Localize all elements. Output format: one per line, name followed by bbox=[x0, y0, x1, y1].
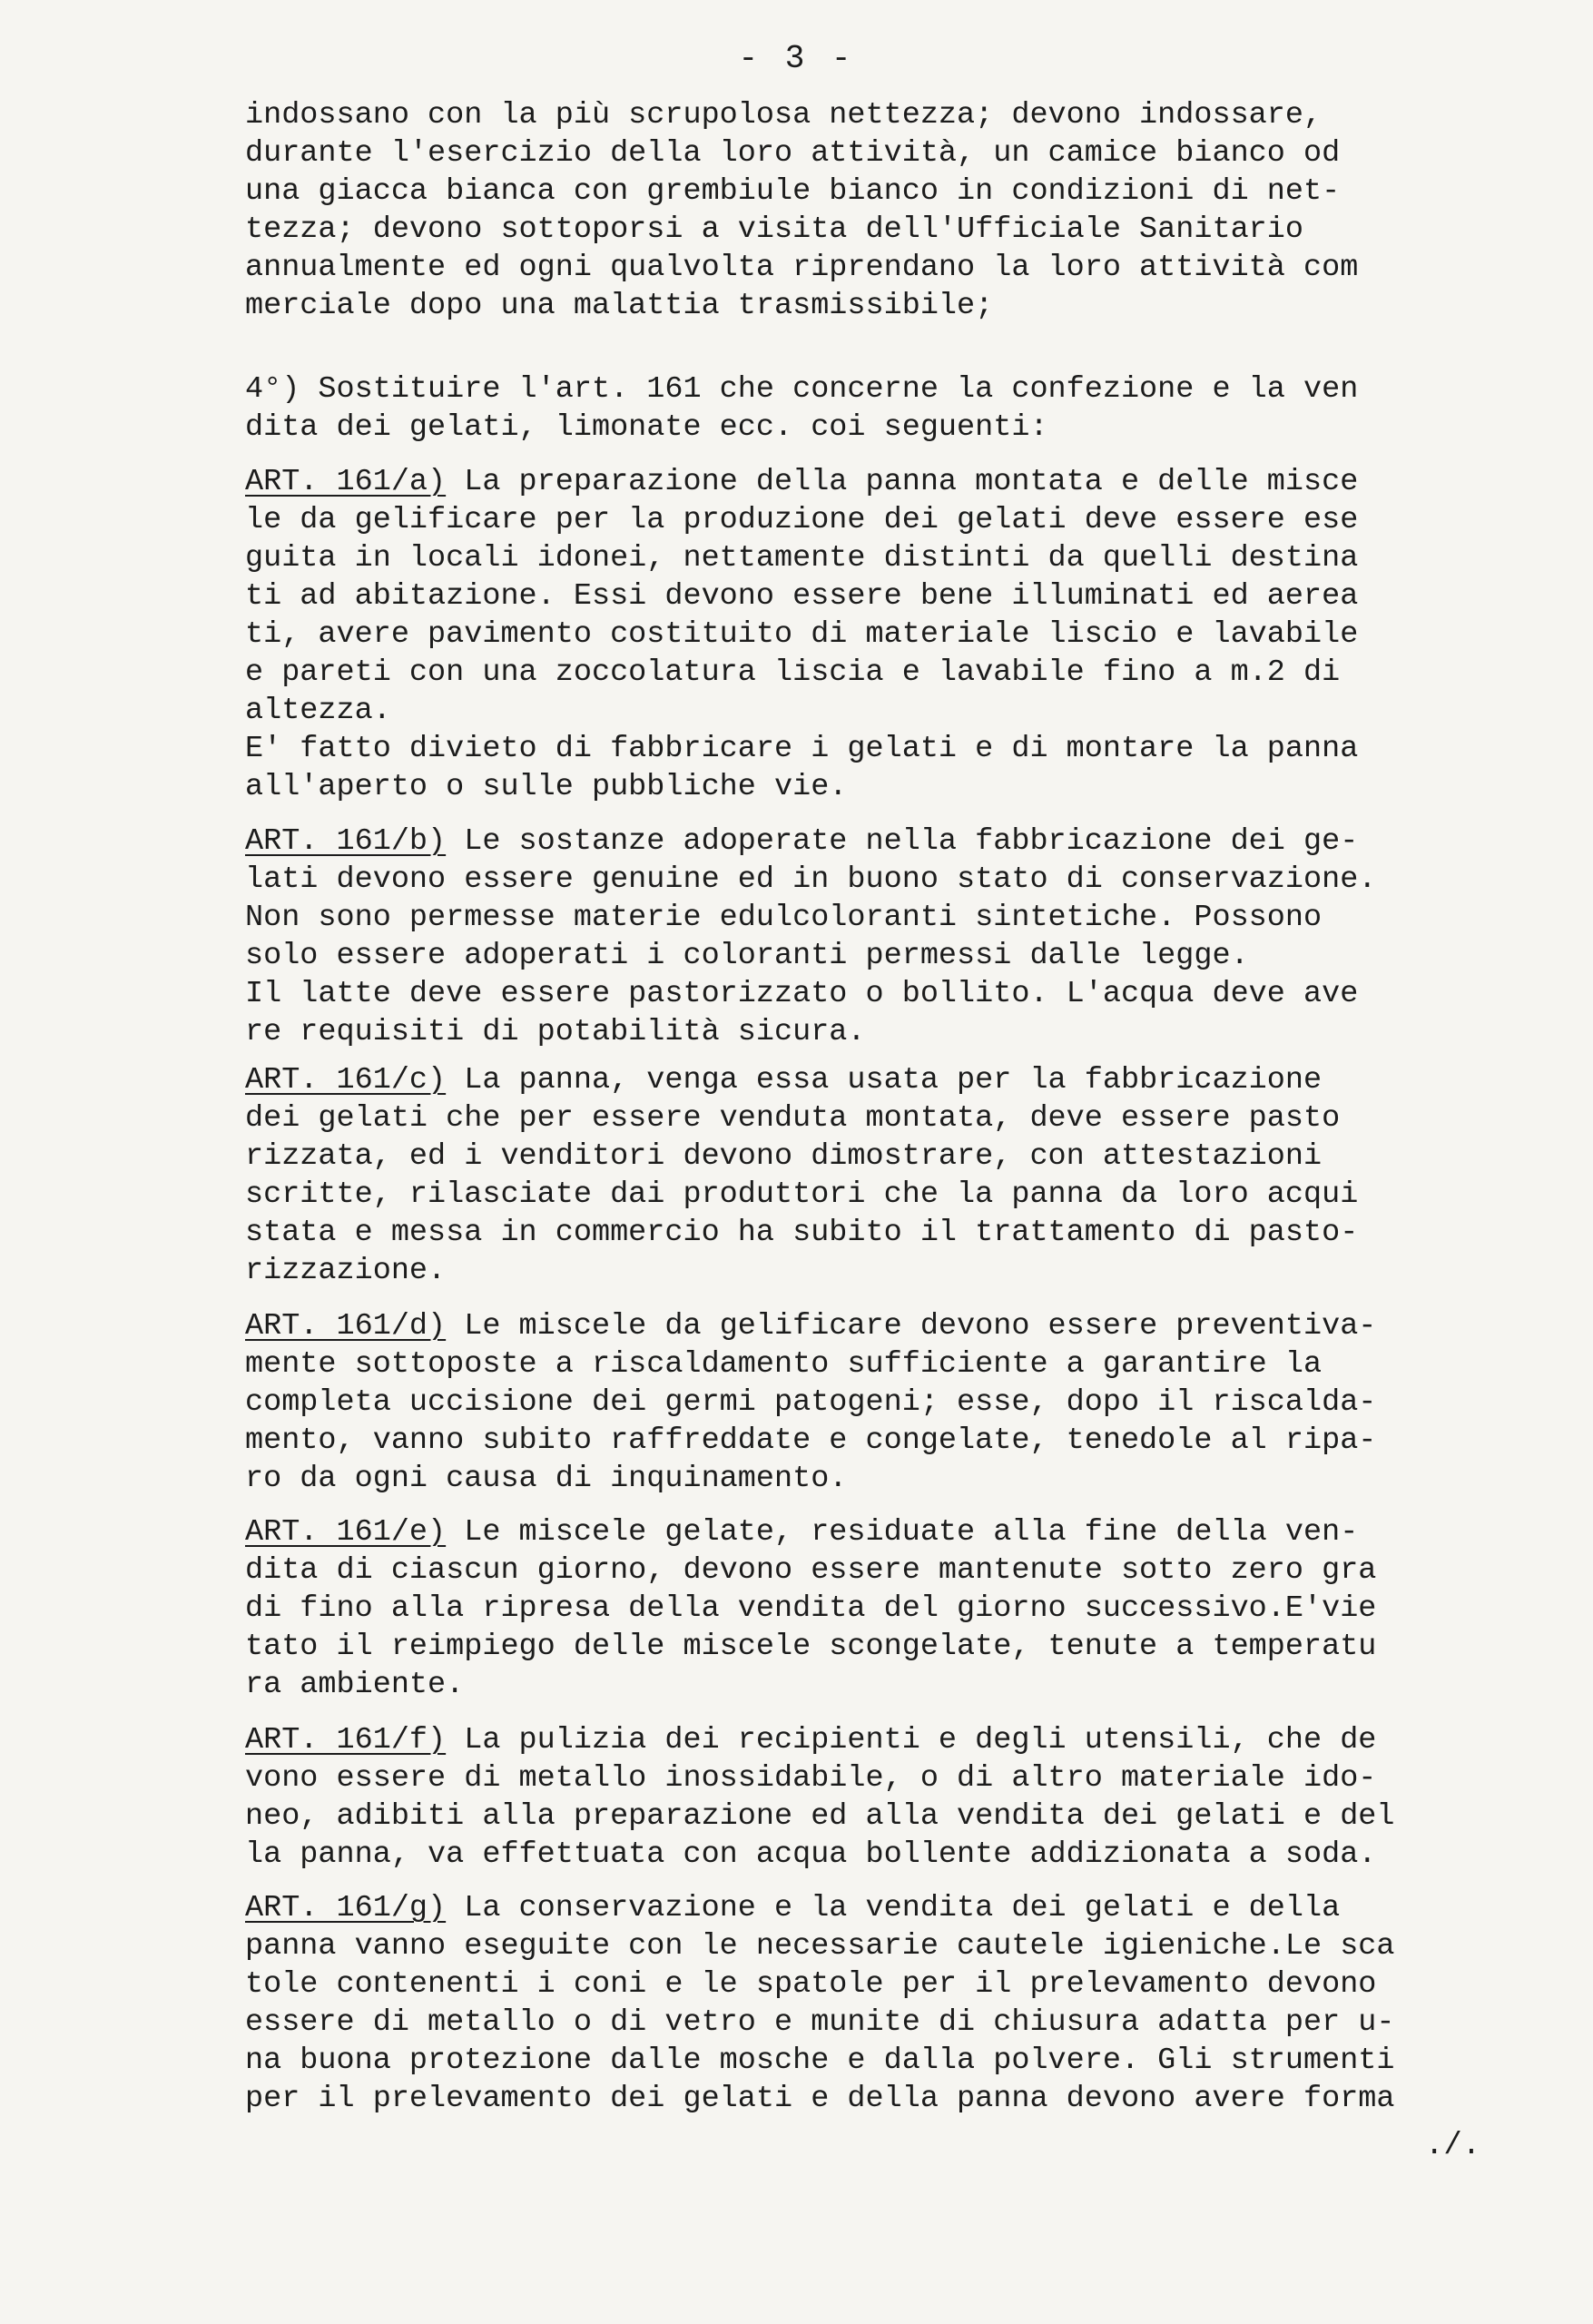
text-line: una giacca bianca con grembiule bianco in condizioni di net- bbox=[245, 174, 1341, 209]
article-label: ART. 161/g) bbox=[245, 1891, 447, 1925]
article-161-g bbox=[245, 1889, 1516, 2118]
article-161-d bbox=[245, 1307, 1516, 1498]
article-label: ART. 161/d) bbox=[245, 1309, 447, 1344]
text-line: merciale dopo una malattia trasmissibile; bbox=[245, 289, 994, 323]
article-161-a bbox=[245, 463, 1516, 806]
text-line: altezza. bbox=[245, 694, 391, 728]
text-line: ART. 161/a) La preparazione della panna montata e delle misce bbox=[245, 465, 1359, 499]
text-line: di fino alla ripresa della vendita del giorno successivo.E'vie bbox=[245, 1591, 1377, 1626]
text-line: ART. 161/g) La conservazione e la vendita dei gelati e della bbox=[245, 1891, 1341, 1925]
text-line: solo essere adoperati i coloranti permessi dalle legge. bbox=[245, 939, 1249, 973]
text-line: neo, adibiti alla preparazione ed alla vendita dei gelati e del bbox=[245, 1799, 1395, 1834]
text-line: E' fatto divieto di fabbricare i gelati e di montare la panna bbox=[245, 732, 1359, 766]
text-line: 4°) Sostituire l'art. 161 che concerne la confezione e la ven bbox=[245, 372, 1359, 407]
text-line: scritte, rilasciate dai produttori che la panna da loro acqui bbox=[245, 1177, 1359, 1212]
text-line: rizzata, ed i venditori devono dimostrare, con attestazioni bbox=[245, 1139, 1323, 1174]
text-line: ra ambiente. bbox=[245, 1668, 465, 1702]
text-line: mento, vanno subito raffreddate e congelate, tenedole al ripa- bbox=[245, 1423, 1377, 1458]
text-line: ART. 161/e) Le miscele gelate, residuate alla fine della ven- bbox=[245, 1515, 1359, 1550]
article-label: ART. 161/f) bbox=[245, 1723, 447, 1758]
article-161-c bbox=[245, 1061, 1516, 1290]
article-label: ART. 161/a) bbox=[245, 465, 447, 499]
text-line: per il prelevamento dei gelati e della panna devono avere forma bbox=[245, 2082, 1395, 2116]
page-number: - 3 - bbox=[738, 40, 855, 77]
article-161-f bbox=[245, 1721, 1516, 1874]
text-line: la panna, va effettuata con acqua bollente addizionata a soda. bbox=[245, 1837, 1377, 1872]
text-line: mente sottoposte a riscaldamento sufficiente a garantire la bbox=[245, 1347, 1323, 1382]
text-line: ART. 161/c) La panna, venga essa usata per la fabbricazione bbox=[245, 1063, 1323, 1098]
text-line: essere di metallo o di vetro e munite di chiusura adatta per u- bbox=[245, 2005, 1395, 2040]
article-label: ART. 161/b) bbox=[245, 824, 447, 859]
text-line: annualmente ed ogni qualvolta riprendano la loro attività com bbox=[245, 251, 1359, 285]
text-line: e pareti con una zoccolatura liscia e lavabile fino a m.2 di bbox=[245, 655, 1341, 690]
text-line: ro da ogni causa di inquinamento. bbox=[245, 1462, 848, 1496]
text-line: panna vanno eseguite con le necessarie cautele igieniche.Le sca bbox=[245, 1929, 1395, 1964]
text-line: ti, avere pavimento costituito di materiale liscio e lavabile bbox=[245, 617, 1359, 652]
text-line: dita dei gelati, limonate ecc. coi seguenti: bbox=[245, 410, 1048, 445]
article-161-e bbox=[245, 1513, 1516, 1704]
text-line: rizzazione. bbox=[245, 1254, 447, 1288]
text-line: re requisiti di potabilità sicura. bbox=[245, 1015, 866, 1049]
text-line: vono essere di metallo inossidabile, o di altro materiale ido- bbox=[245, 1761, 1377, 1796]
text-line: durante l'esercizio della loro attività, un camice bianco od bbox=[245, 136, 1341, 171]
text-line: Il latte deve essere pastorizzato o bollito. L'acqua deve ave bbox=[245, 977, 1359, 1011]
paragraph-point-4 bbox=[245, 370, 1516, 447]
paragraph-intro bbox=[245, 96, 1516, 325]
text-line: lati devono essere genuine ed in buono stato di conservazione. bbox=[245, 862, 1377, 897]
text-line: dei gelati che per essere venduta montata, deve essere pasto bbox=[245, 1101, 1341, 1136]
text-line: completa uccisione dei germi patogeni; esse, dopo il riscalda- bbox=[245, 1385, 1377, 1420]
text-line: stata e messa in commercio ha subito il trattamento di pasto- bbox=[245, 1216, 1359, 1250]
text-line: le da gelificare per la produzione dei gelati deve essere ese bbox=[245, 503, 1359, 537]
text-line: indossano con la più scrupolosa nettezza; devono indossare, bbox=[245, 98, 1323, 133]
text-line: ART. 161/b) Le sostanze adoperate nella fabbricazione dei ge- bbox=[245, 824, 1359, 859]
text-line: tezza; devono sottoporsi a visita dell'Ufficiale Sanitario bbox=[245, 212, 1303, 247]
article-161-b bbox=[245, 822, 1516, 1051]
text-line: ti ad abitazione. Essi devono essere bene illuminati ed aerea bbox=[245, 579, 1359, 614]
text-line: ART. 161/f) La pulizia dei recipienti e degli utensili, che de bbox=[245, 1723, 1377, 1758]
article-label: ART. 161/e) bbox=[245, 1515, 447, 1550]
text-line: tato il reimpiego delle miscele scongelate, tenute a temperatu bbox=[245, 1630, 1377, 1664]
text-line: guita in locali idonei, nettamente distinti da quelli destina bbox=[245, 541, 1359, 576]
text-line: all'aperto o sulle pubbliche vie. bbox=[245, 770, 848, 804]
continuation-mark: ./. bbox=[1425, 2129, 1481, 2163]
text-line: tole contenenti i coni e le spatole per il prelevamento devono bbox=[245, 1967, 1377, 2002]
text-line: dita di ciascun giorno, devono essere mantenute sotto zero gra bbox=[245, 1553, 1377, 1588]
text-line: Non sono permesse materie edulcoloranti sintetiche. Possono bbox=[245, 901, 1323, 935]
text-line: ART. 161/d) Le miscele da gelificare devono essere preventiva- bbox=[245, 1309, 1377, 1344]
text-line: na buona protezione dalle mosche e dalla polvere. Gli strumenti bbox=[245, 2043, 1395, 2078]
article-label: ART. 161/c) bbox=[245, 1063, 447, 1098]
